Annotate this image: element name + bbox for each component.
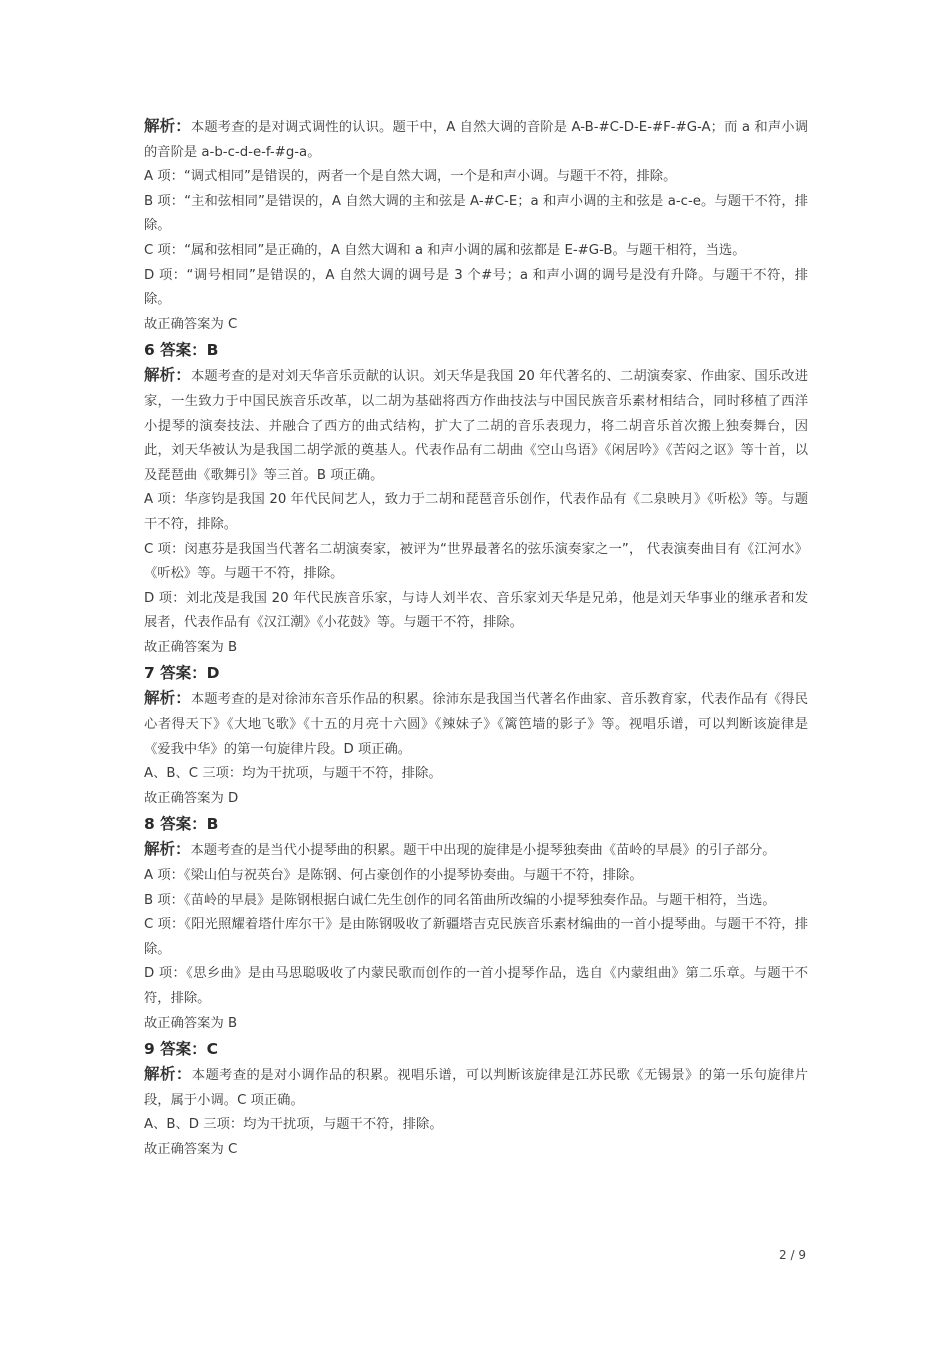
- analysis-paragraph: [144, 363, 808, 488]
- analysis-text: 本题考查的是对徐沛东音乐作品的积累。徐沛东是我国当代著名作曲家、音乐教育家，代表作品有《得民心者得天下》《大地飞歌》《十五的月亮十六圆》《辣妹子》《篱笆墙的影子》等。视唱乐谱，可以判断该旋律是《爱我中华》的第一句旋律片段。D 项正确。: [144, 692, 808, 757]
- option-explanation: A、B、D 三项：均为干扰项，与题干不符，排除。: [144, 1117, 443, 1133]
- answer-section-q6: [144, 337, 808, 660]
- answer-section-q5: [144, 114, 808, 337]
- answer-explanations: [144, 114, 808, 1163]
- answer-section-q9: [144, 1036, 808, 1162]
- answer-title: 8 答案：B: [144, 815, 219, 834]
- option-explanation: B 项：《苗岭的早晨》是陈钢根据白诚仁先生创作的同名笛曲所改编的小提琴独奏作品。与题干相符，当选。: [144, 892, 776, 908]
- analysis-text: 本题考查的是当代小提琴曲的积累。题干中出现的旋律是小提琴独奏曲《苗岭的早晨》的引子部分。: [190, 843, 776, 859]
- option-explanation: A 项：华彦钧是我国 20 年代民间艺人，致力于二胡和琵琶音乐创作，代表作品有《二泉映月》《听松》等。与题干不符，排除。: [144, 492, 808, 532]
- option-explanation: B 项：“主和弦相同”是错误的，A 自然大调的主和弦是 A-#C-E；a 和声小调的主和弦是 a-c-e。与题干不符，排除。: [144, 193, 808, 234]
- correct-answer-conclusion: 故正确答案为 B: [144, 639, 238, 655]
- option-explanation: A、B、C 三项：均为干扰项，与题干不符，排除。: [144, 766, 442, 782]
- option-explanation: D 项：刘北茂是我国 20 年代民族音乐家，与诗人刘半农、音乐家刘天华是兄弟，他是刘天华事业的继承者和发展者，代表作品有《汉江潮》《小花鼓》等。与题干不符，排除。: [144, 590, 808, 631]
- option-explanation: C 项：《阳光照耀着塔什库尔干》是由陈钢吸收了新疆塔吉克民族音乐素材编曲的一首小提琴曲。与题干不符，排除。: [144, 917, 808, 957]
- analysis-label: 解析：: [144, 1065, 192, 1084]
- answer-title: 9 答案：C: [144, 1040, 219, 1059]
- option-explanation: C 项：“属和弦相同”是正确的，A 自然大调和 a 和声小调的属和弦都是 E-#G-B。与题干相符，当选。: [144, 242, 746, 258]
- answer-title: 6 答案：B: [144, 341, 219, 360]
- analysis-paragraph: [144, 1062, 808, 1113]
- analysis-label: 解析：: [144, 840, 191, 859]
- analysis-label: 解析：: [144, 117, 191, 135]
- option-explanation: D 项：“调号相同”是错误的，A 自然大调的调号是 3 个#号；a 和声小调的调号是没有升降。与题干不符，排除。: [144, 267, 808, 308]
- analysis-paragraph: [144, 686, 808, 762]
- option-explanation: A 项：《梁山伯与祝英台》是陈钢、何占豪创作的小提琴协奏曲。与题干不符，排除。: [144, 868, 643, 884]
- answer-section-q8: [144, 811, 808, 1036]
- correct-answer-conclusion: 故正确答案为 C: [144, 1141, 238, 1157]
- option-explanation: D 项：《思乡曲》是由马思聪吸收了内蒙民歌而创作的一首小提琴作品，选自《内蒙组曲》第二乐章。与题干不符，排除。: [144, 966, 808, 1006]
- correct-answer-conclusion: 故正确答案为 B: [144, 1015, 238, 1031]
- option-explanation: C 项：闵惠芬是我国当代著名二胡演奏家，被评为“世界最著名的弦乐演奏家之一”， 代表演奏曲目有《江河水》《听松》等。与题干不符，排除。: [144, 541, 808, 582]
- analysis-text: 本题考查的是对小调作品的积累。视唱乐谱，可以判断该旋律是江苏民歌《无锡景》的第一乐句旋律片段，属于小调。C 项正确。: [144, 1068, 808, 1108]
- analysis-label: 解析：: [144, 689, 191, 708]
- analysis-text: 本题考查的是对刘天华音乐贡献的认识。刘天华是我国 20 年代著名的、二胡演奏家、作曲家、国乐改进家，一生致力于中国民族音乐改革，以二胡为基础将西方作曲技法与中国民族音乐素材相结合，同时移植了西洋小提琴的演奏技法、并融合了西方的曲式结构，扩大了二胡的音乐表现力，将二胡音乐首次搬上独奏舞台，因此，刘天华被认为是我国二胡学派的奠基人。代表作品有二胡曲《空山鸟语》《闲居吟》《苦闷之讴》等十首，以及琵琶曲《歌舞引》等三首。B 项正确。: [144, 369, 808, 483]
- option-explanation: A 项：“调式相同”是错误的，两者一个是自然大调，一个是和声小调。与题干不符，排除。: [144, 169, 677, 185]
- analysis-paragraph: [144, 837, 808, 864]
- answer-section-q7: [144, 660, 808, 811]
- answer-title: 7 答案：D: [144, 664, 220, 683]
- analysis-label: 解析：: [144, 366, 191, 385]
- correct-answer-conclusion: 故正确答案为 C: [144, 316, 238, 332]
- analysis-text: 本题考查的是对调式调性的认识。题干中，A 自然大调的音阶是 A-B-#C-D-E-#F-#G-A；而 a 和声小调的音阶是 a-b-c-d-e-f-#g-a。: [144, 120, 808, 160]
- correct-answer-conclusion: 故正确答案为 D: [144, 790, 239, 806]
- analysis-paragraph: [144, 114, 808, 165]
- page-number: 2 / 9: [779, 1248, 806, 1262]
